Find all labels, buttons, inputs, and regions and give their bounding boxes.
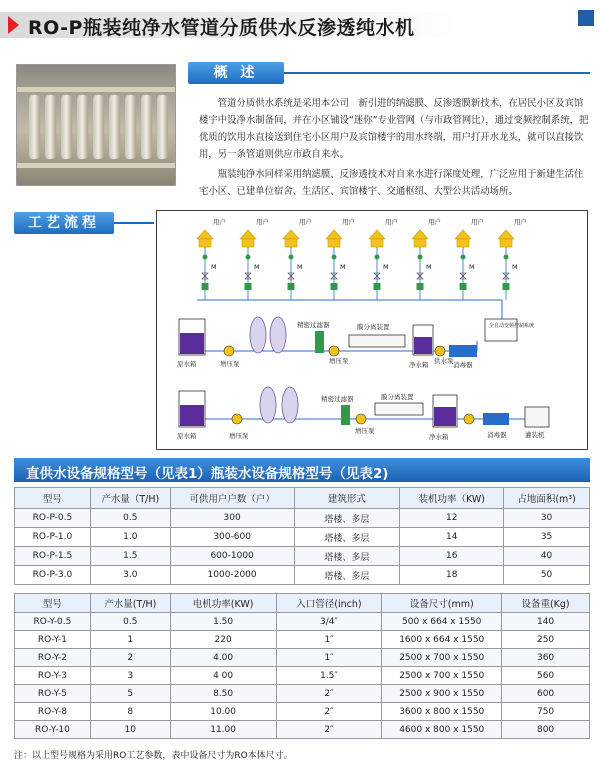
- pure-tank-2-label: 净水箱: [429, 433, 449, 441]
- valve-icon: [418, 255, 423, 260]
- user-unit: [455, 217, 484, 300]
- water-meter-icon: [374, 283, 381, 290]
- table-header-strip: [14, 458, 590, 482]
- table-cell: 0.5: [90, 613, 170, 631]
- house-roof-icon: [498, 230, 514, 239]
- table-cell: 2″: [276, 685, 382, 703]
- user-label: 用户: [342, 218, 355, 226]
- house-icon: [371, 239, 383, 247]
- table1-row: [15, 528, 590, 547]
- raw-tank-2-water: [180, 405, 204, 426]
- boost-pump-1-label: 增压泵: [220, 360, 240, 368]
- table-cell: RO-P-1.0: [15, 528, 91, 547]
- sterilizer-1: [449, 345, 477, 357]
- water-meter-icon: [288, 283, 295, 290]
- house-icon: [328, 239, 340, 247]
- table-cell: 8: [90, 703, 170, 721]
- table-cell: 11.00: [170, 721, 276, 739]
- overview-paragraph-1: 管道分质供水系统是采用本公司 新引进的纳滤膜、反渗透膜新技术，在居民小区及宾馆楼宇中设净水制备间，并在小区铺设“迷你”专业管网（与市政管网比），通过变频控制系统，把优质的饮用水直接送到住宅小区用户及宾馆楼宇的用水终端，用户打开水龙头，就可以直接饮用，另一条管道则供应市政自来水。: [199, 98, 589, 160]
- sterilizer-2-label: 消毒器: [487, 431, 507, 439]
- table-cell: 12: [400, 509, 504, 528]
- supply-pump: [435, 346, 445, 356]
- table-cell: 1.50: [170, 613, 276, 631]
- water-meter-icon: [460, 283, 467, 290]
- equipment-photo: [16, 64, 176, 186]
- table2-row: [15, 631, 590, 649]
- boost-pump-4: [356, 414, 366, 424]
- user-label: 用户: [385, 218, 398, 226]
- table-cell: 1600 x 664 x 1550: [382, 631, 502, 649]
- boost-pump-4-label: 增压泵: [355, 427, 375, 435]
- ro-device-2-label: 膜分离装置: [381, 393, 414, 401]
- table2-body: [15, 613, 590, 739]
- table-cell: 600: [502, 685, 590, 703]
- table-cell: 3: [90, 667, 170, 685]
- sterilizer-2: [483, 413, 509, 425]
- valve-icon: [203, 255, 208, 260]
- table-cell: RO-P-3.0: [15, 566, 91, 585]
- table-direct-supply: [14, 487, 590, 585]
- valve-icon: [504, 255, 509, 260]
- title-bar: [0, 8, 600, 42]
- ro-device-1-label: 膜分离装置: [357, 323, 390, 331]
- table-bottled-water: [14, 593, 590, 739]
- corner-square-icon: [578, 10, 594, 26]
- overview-paragraph-2: 瓶装纯净水同样采用纳滤膜、反渗透技术对自来水进行深度处理，广泛应用于新建生活住宅小区、已建单位宿舍、生活区、宾馆楼宇、交通枢纽、大型公共活动场所。: [199, 169, 584, 197]
- table-cell: 0.5: [90, 509, 170, 528]
- table-cell: 300: [170, 509, 294, 528]
- table-cell: 2500 x 700 x 1550: [382, 667, 502, 685]
- table-cell: 140: [502, 613, 590, 631]
- table-cell: 塔楼、多层: [294, 547, 400, 566]
- pure-tank-1-label: 净水箱: [409, 361, 429, 369]
- table-cell: 8.50: [170, 685, 276, 703]
- table2-row: [15, 685, 590, 703]
- table-cell: RO-Y-8: [15, 703, 91, 721]
- table-cell: 2: [90, 649, 170, 667]
- water-meter-icon: [331, 283, 338, 290]
- table-cell: 4 00: [170, 667, 276, 685]
- table-cell: 40: [504, 547, 590, 566]
- precision-filter-2-label: 精密过滤器: [321, 395, 354, 403]
- pure-tank-2-water: [434, 407, 456, 426]
- ro-device-2: [375, 403, 423, 415]
- table1-row: [15, 566, 590, 585]
- table-cell: RO-P-0.5: [15, 509, 91, 528]
- table-cell: 3.0: [90, 566, 170, 585]
- raw-tank-1-label: 原水箱: [177, 360, 197, 368]
- user-unit: [197, 217, 226, 300]
- table-cell: 1.5″: [276, 667, 382, 685]
- page-title: RO-P瓶装纯净水管道分质供水反渗透纯水机: [28, 17, 415, 39]
- user-unit: [326, 217, 355, 300]
- user-unit: [240, 217, 269, 300]
- table-cell: 2500 x 900 x 1550: [382, 685, 502, 703]
- meter-label: M: [469, 263, 475, 271]
- table-cell: 560: [502, 667, 590, 685]
- meter-label: M: [211, 263, 217, 271]
- filling-machine: [525, 407, 549, 427]
- house-roof-icon: [412, 230, 428, 239]
- user-unit: [283, 217, 312, 300]
- table1-col-header: 建筑形式: [294, 488, 400, 509]
- user-label: 用户: [471, 218, 484, 226]
- filter-column-1b: [270, 317, 286, 353]
- meter-label: M: [426, 263, 432, 271]
- table-cell: RO-Y-3: [15, 667, 91, 685]
- filter-column-2a: [260, 387, 276, 423]
- table-cell: 4.00: [170, 649, 276, 667]
- table-cell: 4600 x 800 x 1550: [382, 721, 502, 739]
- table2-row: [15, 667, 590, 685]
- table-cell: 360: [502, 649, 590, 667]
- water-meter-icon: [245, 283, 252, 290]
- table1-row: [15, 509, 590, 528]
- precision-filter-1-label: 精密过滤器: [297, 321, 330, 329]
- table1-body: [15, 509, 590, 585]
- table2-row: [15, 721, 590, 739]
- house-roof-icon: [197, 230, 213, 239]
- house-roof-icon: [240, 230, 256, 239]
- raw-tank-2-label: 原水箱: [177, 432, 197, 440]
- boost-pump-2-label: 增压泵: [329, 357, 349, 365]
- table-cell: 600-1000: [170, 547, 294, 566]
- table2-col-header: 产水量(T/H): [90, 594, 170, 613]
- table2-header-row: [15, 594, 590, 613]
- table1-col-header: 装机功率（KW): [400, 488, 504, 509]
- table-cell: 50: [504, 566, 590, 585]
- valve-icon: [375, 255, 380, 260]
- process-heading: 工艺流程: [28, 215, 100, 231]
- boost-pump-3-label: 增压泵: [229, 432, 249, 440]
- table2-row: [15, 613, 590, 631]
- process-flow-svg: [157, 211, 589, 451]
- valve-icon: [332, 255, 337, 260]
- water-meter-icon: [417, 283, 424, 290]
- filter-column-2b: [282, 387, 298, 423]
- table1-row: [15, 547, 590, 566]
- table-cell: 500 x 664 x 1550: [382, 613, 502, 631]
- table-cell: 塔楼、多层: [294, 528, 400, 547]
- title-arrow-icon: [8, 16, 19, 34]
- table1-col-header: 产水量（T/H): [90, 488, 170, 509]
- valve-icon: [246, 255, 251, 260]
- table-cell: 18: [400, 566, 504, 585]
- house-icon: [500, 239, 512, 247]
- table2-col-header: 型号: [15, 594, 91, 613]
- house-icon: [457, 239, 469, 247]
- table-cell: 3/4″: [276, 613, 382, 631]
- table-cell: 800: [502, 721, 590, 739]
- house-roof-icon: [326, 230, 342, 239]
- table2-row: [15, 649, 590, 667]
- boost-pump-3: [232, 414, 242, 424]
- pure-tank-1-water: [414, 337, 432, 354]
- table-cell: RO-Y-5: [15, 685, 91, 703]
- meter-label: M: [297, 263, 303, 271]
- table-cell: 10.00: [170, 703, 276, 721]
- table-cell: RO-Y-0.5: [15, 613, 91, 631]
- table-cell: 2″: [276, 703, 382, 721]
- table2-col-header: 设备重(Kg): [502, 594, 590, 613]
- ro-device-1: [349, 335, 405, 347]
- boost-pump-1: [224, 346, 234, 356]
- table-cell: 1.5: [90, 547, 170, 566]
- user-label: 用户: [256, 218, 269, 226]
- table-cell: 14: [400, 528, 504, 547]
- overview-section-header: [188, 62, 590, 84]
- meter-label: M: [512, 263, 518, 271]
- valve-icon: [461, 255, 466, 260]
- table-cell: 750: [502, 703, 590, 721]
- precision-filter-2: [341, 405, 350, 425]
- user-unit: [498, 217, 527, 300]
- table-cell: 35: [504, 528, 590, 547]
- supply-pump-label: 供水泵: [434, 357, 454, 365]
- table1-col-header: 型号: [15, 488, 91, 509]
- table-cell: RO-Y-1: [15, 631, 91, 649]
- user-label: 用户: [428, 218, 441, 226]
- user-unit: [369, 217, 398, 300]
- user-unit: [412, 217, 441, 300]
- table1-col-header: 可供用户户数（户）: [170, 488, 294, 509]
- table-cell: 1″: [276, 631, 382, 649]
- boost-pump-2: [329, 346, 339, 356]
- table-cell: RO-Y-2: [15, 649, 91, 667]
- water-meter-icon: [503, 283, 510, 290]
- process-section-header: [14, 212, 154, 234]
- table-cell: 220: [170, 631, 276, 649]
- table2-row: [15, 703, 590, 721]
- meter-label: M: [383, 263, 389, 271]
- house-icon: [242, 239, 254, 247]
- house-icon: [199, 239, 211, 247]
- house-icon: [285, 239, 297, 247]
- overview-heading: 概 述: [213, 65, 259, 81]
- table-cell: 1″: [276, 649, 382, 667]
- house-roof-icon: [283, 230, 299, 239]
- water-meter-icon: [202, 283, 209, 290]
- table-cell: 250: [502, 631, 590, 649]
- user-label: 用户: [213, 218, 226, 226]
- user-label: 用户: [299, 218, 312, 226]
- user-houses: [197, 217, 527, 300]
- table-cell: 塔楼、多层: [294, 509, 400, 528]
- table-cell: 1.0: [90, 528, 170, 547]
- filling-machine-label: 灌装机: [525, 431, 545, 439]
- control-label: 全自动变频控制系统: [489, 323, 535, 329]
- table2-col-header: 设备尺寸(mm): [382, 594, 502, 613]
- table-cell: 16: [400, 547, 504, 566]
- table-cell: 塔楼、多层: [294, 566, 400, 585]
- table2-col-header: 电机功率(KW): [170, 594, 276, 613]
- house-roof-icon: [369, 230, 385, 239]
- raw-tank-1-water: [180, 333, 204, 354]
- footnote: 注：以上型号规格为采用RO工艺参数，表中设备尺寸为RO本体尺寸。: [14, 751, 293, 761]
- table-cell: 2″: [276, 721, 382, 739]
- house-icon: [414, 239, 426, 247]
- table2-col-header: 入口管径(inch): [276, 594, 382, 613]
- precision-filter-1: [315, 331, 324, 353]
- filter-column-1a: [250, 317, 266, 353]
- table-cell: 2500 x 700 x 1550: [382, 649, 502, 667]
- user-label: 用户: [514, 218, 527, 226]
- table1-col-header: 占地面积(m³): [504, 488, 590, 509]
- table-cell: 5: [90, 685, 170, 703]
- process-flow-diagram: [156, 210, 588, 450]
- table1-header-row: [15, 488, 590, 509]
- boost-pump-5: [464, 414, 474, 424]
- table-header-title: 直供水设备规格型号（见表1）瓶装水设备规格型号（见表2): [26, 466, 389, 482]
- table-cell: 30: [504, 509, 590, 528]
- meter-label: M: [254, 263, 260, 271]
- table-cell: RO-Y-10: [15, 721, 91, 739]
- overview-text: [199, 95, 590, 203]
- table-cell: 10: [90, 721, 170, 739]
- valve-icon: [289, 255, 294, 260]
- table-cell: 1: [90, 631, 170, 649]
- table-cell: RO-P-1.5: [15, 547, 91, 566]
- table-cell: 1000-2000: [170, 566, 294, 585]
- meter-label: M: [340, 263, 346, 271]
- table-cell: 3600 x 800 x 1550: [382, 703, 502, 721]
- table-cell: 300-600: [170, 528, 294, 547]
- sterilizer-1-label: 消毒器: [453, 361, 473, 369]
- house-roof-icon: [455, 230, 471, 239]
